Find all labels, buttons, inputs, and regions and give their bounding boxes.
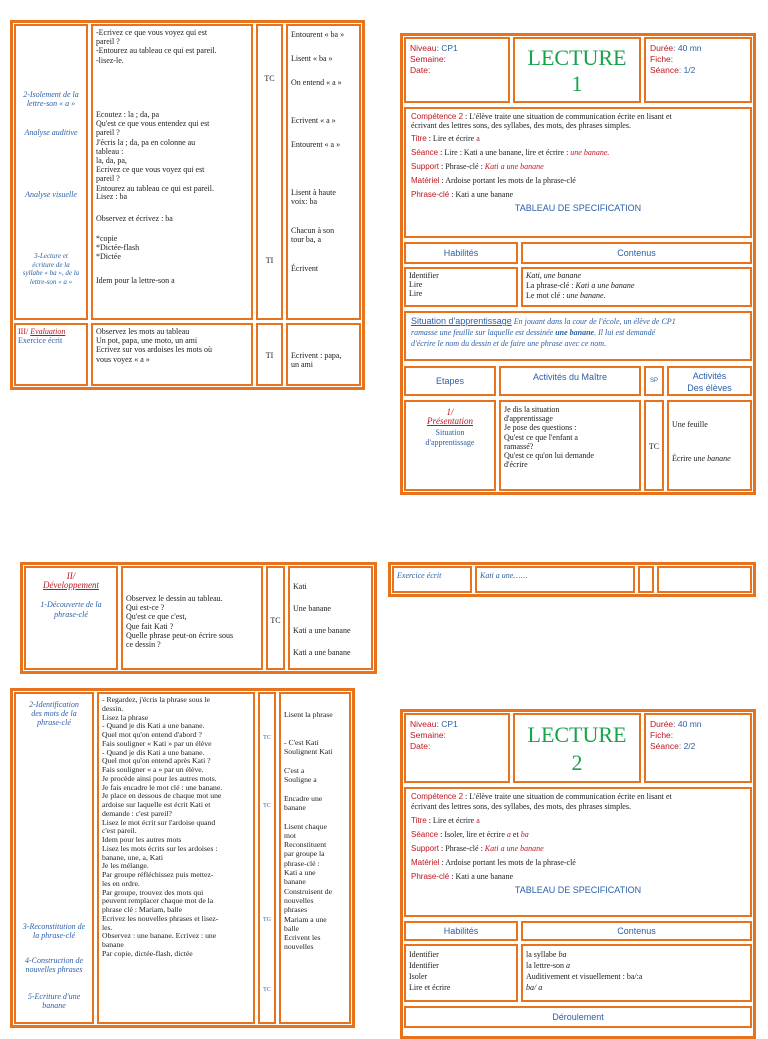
support-text: : Phrase-clé : xyxy=(439,162,485,172)
b-cont-list xyxy=(521,267,752,307)
f-cont-list xyxy=(521,944,752,1002)
b-situation xyxy=(404,311,752,361)
tableau-title: TABLEAU DE SPECIFICATION xyxy=(514,203,642,214)
b-pres-sp xyxy=(644,400,664,491)
ti-label: TI xyxy=(265,256,274,265)
niveau-label: Niveau xyxy=(410,43,437,53)
lecture-ecriture-label: 3-Lecture et écriture de la syllabe « ba », de la lettre-son « a » xyxy=(22,252,80,286)
eval-num: III/ xyxy=(18,327,31,336)
right-r8: Écrivent xyxy=(291,264,319,273)
b-hab-list xyxy=(404,267,518,307)
mid-p1: -Ecrivez ce que vous voyez qui est pareil ? -Entourez au tableau ce qui est pareil. -lisez-le. xyxy=(96,28,217,65)
f-contenus-label: Contenus xyxy=(617,926,656,936)
fiche-label: Fiche: xyxy=(650,54,674,64)
pres-word: Présentation xyxy=(427,416,473,427)
analyse-auditive-label: Analyse auditive xyxy=(24,128,78,137)
right-r5: Entourent « a » xyxy=(291,140,341,149)
d-right-cell xyxy=(657,566,752,593)
f-seance2-text: : Isoler, lire et écrire xyxy=(438,830,507,839)
f-phrase-text: : Kati a une banane xyxy=(449,872,513,881)
b-eleves-head xyxy=(667,366,752,396)
f-support-label: Support xyxy=(411,844,440,853)
lecture-number: 1 xyxy=(571,71,583,96)
eval-text-cell xyxy=(91,323,253,386)
block-a-mid-col xyxy=(91,24,253,320)
dev-tc: TC xyxy=(270,616,281,625)
situation-bold: une banane xyxy=(555,328,595,337)
seance-label: Séance xyxy=(650,65,679,75)
b-header-left xyxy=(404,37,510,103)
materiel-label: Matériel xyxy=(411,176,440,186)
e-label2: 3-Reconstitution de la phrase-clé xyxy=(22,922,86,941)
right-r3: On entend « a » xyxy=(291,78,342,87)
f-titre-text: : Lire et écrire xyxy=(426,816,477,825)
eleves1: Une feuille xyxy=(672,420,708,429)
f-c2b: a xyxy=(565,961,570,970)
cont3b: une banane. xyxy=(566,291,606,300)
competence-text: : L'élève traite une situation de communication écrite en lisant et écrivant des lettres sons, des syllabes, des mots, des phrases simples. xyxy=(411,112,672,131)
f-seance2-red1: a xyxy=(506,830,511,839)
f-duree-value: : 40 mn xyxy=(673,719,702,729)
b-header-right xyxy=(644,37,752,103)
e-label1: 2-Identification des mots de la phrase-clé xyxy=(29,700,79,728)
e-left-col xyxy=(14,692,94,1024)
eval-sp: TI xyxy=(265,351,274,360)
f-competence-label: Compétence 2 xyxy=(411,792,464,801)
analyse-visuelle-label: Analyse visuelle xyxy=(25,190,77,199)
b-sp-head xyxy=(644,366,664,396)
phrase-text: : Kati a une banane xyxy=(449,190,513,200)
situation-text2: . Il lui est demandé d'écrire le nom du dessin et de faire une phrase avec ce nom. xyxy=(411,328,656,348)
dev-r1: Kati xyxy=(293,582,307,591)
d-kati-cell xyxy=(475,566,635,593)
f-support-text: : Phrase-clé : xyxy=(439,844,485,853)
titre-label: Titre xyxy=(411,134,427,144)
f-c2a: la lettre-son xyxy=(526,961,566,970)
b-pres-text xyxy=(499,400,641,491)
f-title xyxy=(513,713,641,783)
d-ex-cell xyxy=(392,566,472,593)
f-phrase-label: Phrase-clé xyxy=(411,872,450,881)
eval-text: Observez les mots au tableau Un pot, papa, une moto, un ami Ecrivez sur vos ardoises les mots où vous voyez « a » xyxy=(96,327,212,364)
f-date-label: Date: xyxy=(410,741,431,751)
b-title xyxy=(513,37,641,103)
contenus-label: Contenus xyxy=(617,248,656,258)
dev-word: Développement xyxy=(43,580,99,591)
right-r2: Lisent « ba » xyxy=(291,54,333,63)
dev-sub: 1-Découverte de la phrase-clé xyxy=(40,600,102,619)
mid-p2: Ecoutez : la ; da, pa Qu'est ce que vous entendez qui est pareil ? J'écris la ; da, pa en colonne au tableau : la, da, pa, Ecrivez ce que vous voyez qui est pareil ? Entourez au tableau ce qui est pareil. xyxy=(96,110,214,193)
hab-list: Identifier Lire Lire xyxy=(409,271,439,299)
f-niveau-value: : CP1 xyxy=(436,719,458,729)
f-niveau-label: Niveau xyxy=(410,719,437,729)
pres-text: Je dis la situation d'apprentissage Je pose des questions : Qu'est ce que l'enfant a ramassé? Qu'est ce qu'on lui demande d'écrire xyxy=(504,405,594,470)
cont1: Kati, une banane xyxy=(526,271,581,280)
f-support-red: Kati a une banane xyxy=(484,844,544,853)
f-habiletes-head xyxy=(404,921,518,941)
f-titre-label: Titre xyxy=(411,816,427,825)
block-a-sp-col xyxy=(256,24,283,320)
e-label4: 5-Ecriture d'une banane xyxy=(27,992,81,1011)
activites-maitre-label: Activités du Maître xyxy=(532,372,608,382)
phrase-label: Phrase-clé xyxy=(411,190,450,200)
support-label: Support xyxy=(411,162,440,172)
f-seance2-label: Séance xyxy=(411,830,439,839)
f-materiel-text: : Ardoise portant les mots de la phrase-clé xyxy=(439,858,576,867)
seance2-text: : Lire : Kati a une banane, lire et écrire : xyxy=(438,148,571,158)
f-semaine-label: Semaine: xyxy=(410,730,446,740)
f-titre-red: a xyxy=(476,816,480,825)
tc-label: TC xyxy=(264,74,275,83)
situation-label: Situation d'apprentissage xyxy=(411,316,512,326)
seance2-red: une banane. xyxy=(570,148,610,158)
lecture-title: LECTURE xyxy=(527,45,627,70)
dev-text: Observez le dessin au tableau. Qui est-ce ? Qu'est ce que c'est, Que fait Kati ? Quelle phrase peut-on écrire sous ce dessin ? xyxy=(126,594,234,650)
e-mid-col xyxy=(97,692,255,1024)
f-lecture-number: 2 xyxy=(571,750,583,775)
f-fiche-label: Fiche: xyxy=(650,730,674,740)
habiletes-label: Habilités xyxy=(443,248,479,258)
f-seance2-mid: et xyxy=(510,830,521,839)
dev-r3: Kati a une banane xyxy=(293,626,351,635)
f-tableau-title: TABLEAU DE SPECIFICATION xyxy=(514,885,642,895)
e-right: Lisent la phrase - C'est Kati Soulignent Kati C'est a Souligne a Encadre une banane Lisent chaque mot Reconstituent par groupe la phrase-clé : Kati a une banane Construisent de nouvelles phrases Mariam a une balle Ecrivent les nouvelles xyxy=(284,710,333,952)
e-sp1: TC xyxy=(263,735,271,741)
materiel-text: : Ardoise portant les mots de la phrase-clé xyxy=(439,176,576,186)
d-sp-cell xyxy=(638,566,654,593)
right-r4: Ecrivent « a » xyxy=(291,116,336,125)
cont2b: Kati a une banane xyxy=(575,281,635,290)
mid-p5: *copie *Dictée-flash *Dictée xyxy=(96,234,140,262)
f-competence-text: : L'élève traite une situation de communication écrite en lisant et écrivant des lettres sons, des syllabes, des mots, des phrases simples. xyxy=(411,792,672,811)
e-right-col xyxy=(279,692,351,1024)
duree-label: Durée xyxy=(650,43,674,53)
mid-p6: Idem pour la lettre-son a xyxy=(96,276,175,285)
e-sp-col xyxy=(258,692,276,1024)
titre-text: : Lire et écrire xyxy=(426,134,477,144)
b-pres-cell xyxy=(404,400,496,491)
c-dev-cell xyxy=(24,566,118,670)
f-c4: ba/ a xyxy=(526,983,543,992)
date-label: Date: xyxy=(410,65,431,75)
f-contenus-head xyxy=(521,921,752,941)
deroulement-label: Déroulement xyxy=(552,1012,604,1022)
eval-sp-cell xyxy=(256,323,283,386)
seance-value: : 1/2 xyxy=(678,65,696,75)
f-c3: Auditivement et visuellement : ba/:a xyxy=(526,972,643,981)
c-sp-cell xyxy=(266,566,285,670)
f-materiel-label: Matériel xyxy=(411,858,440,867)
e-sp2: TC xyxy=(263,803,271,809)
b-etapes-head xyxy=(404,366,496,396)
f-c1a: la syllabe xyxy=(526,950,559,959)
b-habiletes-head xyxy=(404,242,518,264)
c-right-cell xyxy=(288,566,373,670)
pres-num: 1/ xyxy=(446,407,454,417)
b-maitre-head xyxy=(499,366,641,396)
b-pres-eleves xyxy=(667,400,752,491)
ex-ecrit: Exercice écrit xyxy=(397,571,442,580)
c-text-cell xyxy=(121,566,263,670)
eleves2b: une banane xyxy=(693,454,731,463)
eval-result: Ecrivent : papa, un ami xyxy=(291,351,342,370)
right-r1: Entourent « ba » xyxy=(291,30,345,39)
mid-p3: Lisez : ba xyxy=(96,192,128,201)
b-contenus-head xyxy=(521,242,752,264)
dev-num: II/ xyxy=(66,571,76,581)
support-red: Kati a une banane xyxy=(484,162,544,172)
seance2-label: Séance xyxy=(411,148,439,158)
b-info xyxy=(404,107,752,238)
f-lecture-title: LECTURE xyxy=(527,722,627,747)
semaine-label: Semaine: xyxy=(410,54,446,64)
mid-p4: Observez et écrivez : ba xyxy=(96,214,173,223)
situation-text: En jouant dans la cour de l'école, un élève de CP1 ramasse une feuille sur laquelle est dessinée xyxy=(411,317,676,337)
block-a-right-col xyxy=(286,24,361,320)
niveau-value: : CP1 xyxy=(436,43,458,53)
cont3a: Le mot clé : xyxy=(526,291,567,300)
f-header-right xyxy=(644,713,752,783)
sp-label: SP xyxy=(649,378,658,384)
e-text: - Regardez, j'écris la phrase sous le dessin. Lisez la phrase - Quand je dis Kati a une banane. Quel mot qu'on entend d'abord ? Fais souligner « Kati » par un élève - Quand je dis Kati a une banane. Quel mot qu'on entend après Kati ? Fais souligner « a » par un élève. Je procède ainsi pour les autres mots. Je fais encadre le mot clé : une banane. Je place en dessous de chaque mot une ardoise sur laquelle est écrit Kati et demande : c'est pareil? Lisez le mot écrit sur l'ardoise quand c'est pareil. Idem pour les autres mots Lisez les mots écrits sur les ardoises : banane, une, a, Kati Je les mélange. Par groupe réfléchissez puis mettez- les en ordre. Par groupe, trouvez des mots qui peuvent remplacer chaque mot de la phrase clé : Mariam, balle Ecrivez les nouvelles phrases et lisez- les. Observez : une banane. Ecrivez : une banane Par copie, dictée-flash, dictée xyxy=(102,695,223,958)
f-header-left xyxy=(404,713,510,783)
f-hab-list-text: Identifier Identifier Isoler Lire et écrire xyxy=(409,950,451,992)
eval-word: Evaluation xyxy=(30,327,66,336)
f-c1b: ba xyxy=(558,950,567,959)
f-hab-list xyxy=(404,944,518,1002)
f-seance2-red2: ba xyxy=(520,830,529,839)
f-habiletes-label: Habilités xyxy=(443,926,479,936)
eval-heading-cell xyxy=(14,323,88,386)
kati-une: Kati a une…… xyxy=(480,571,528,580)
right-r7: Chacun à son tour ba, a xyxy=(291,226,335,245)
cont2a: La phrase-clé : xyxy=(526,281,576,290)
etapes-label: Etapes xyxy=(435,376,465,386)
eleves2a: Écrire xyxy=(672,454,694,463)
isolement-label: 2-Isolement de la lettre-son « a » xyxy=(23,90,79,109)
dev-r4: Kati a une banane xyxy=(293,648,351,657)
f-deroulement xyxy=(404,1006,752,1028)
f-info xyxy=(404,787,752,917)
e-label3: 4-Construction de nouvelles phrases xyxy=(25,956,83,975)
competence-label: Compétence 2 xyxy=(411,112,464,121)
e-sp4: TC xyxy=(263,987,271,993)
f-seance-label: Séance xyxy=(650,741,679,751)
eval-sub: Exercice écrit xyxy=(18,336,63,346)
f-seance-value: : 2/2 xyxy=(678,741,696,751)
activites-eleves-label: Activités Des élèves xyxy=(687,371,732,393)
pres-sub: Situation d'apprentissage xyxy=(425,428,475,447)
block-a-left-col xyxy=(14,24,88,320)
eval-result-cell xyxy=(286,323,361,386)
titre-red: a xyxy=(476,134,480,144)
dev-r2: Une banane xyxy=(293,604,331,613)
right-r6: Lisent à haute voix: ba xyxy=(291,188,336,207)
pres-tc: TC xyxy=(648,442,660,451)
f-duree-label: Durée xyxy=(650,719,674,729)
duree-value: : 40 mn xyxy=(673,43,702,53)
e-sp3: TG xyxy=(263,917,271,923)
